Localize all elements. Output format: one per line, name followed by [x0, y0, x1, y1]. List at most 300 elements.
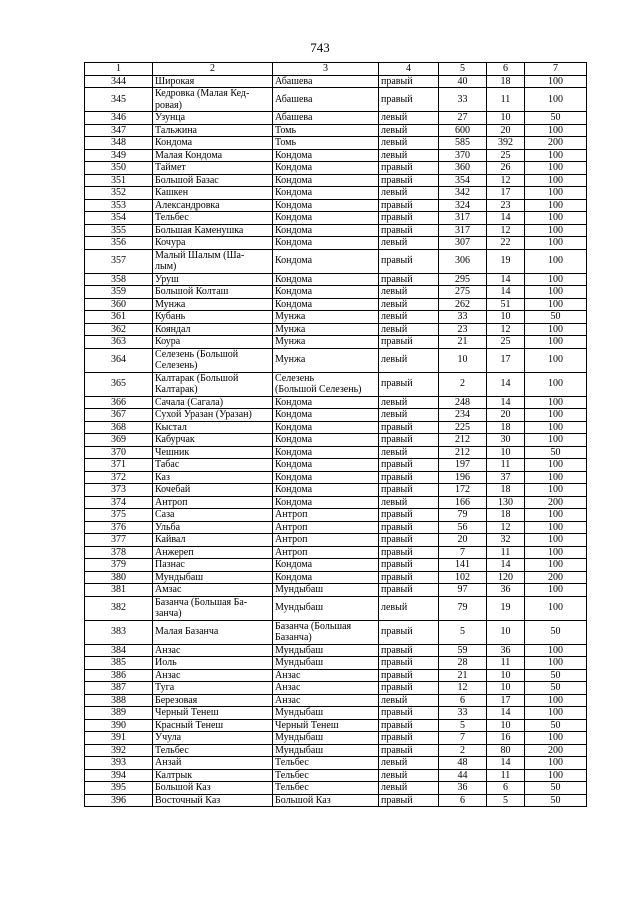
- cell-length: 10: [487, 719, 525, 732]
- cell-distance-from-mouth: 585: [439, 137, 487, 150]
- cell-bank-side: правый: [379, 571, 439, 584]
- cell-bank-side: правый: [379, 682, 439, 695]
- cell-flows-into: Базанча (Большая Базанча): [273, 620, 379, 644]
- cell-length: 19: [487, 596, 525, 620]
- cell-flows-into: Мунжа: [273, 336, 379, 349]
- cell-river-name: Широкая: [153, 75, 273, 88]
- cell-protection-zone: 100: [525, 732, 587, 745]
- cell-protection-zone: 50: [525, 620, 587, 644]
- cell-distance-from-mouth: 33: [439, 311, 487, 324]
- cell-flows-into: Мунжа: [273, 311, 379, 324]
- cell-bank-side: правый: [379, 644, 439, 657]
- cell-river-name: Большой Колташ: [153, 286, 273, 299]
- table-row: [85, 657, 587, 670]
- cell-row-number: 351: [85, 174, 153, 187]
- cell-length: 26: [487, 162, 525, 175]
- cell-length: 11: [487, 88, 525, 112]
- cell-row-number: 382: [85, 596, 153, 620]
- cell-flows-into: Абашева: [273, 75, 379, 88]
- cell-protection-zone: 100: [525, 409, 587, 422]
- cell-flows-into: Кондома: [273, 199, 379, 212]
- cell-distance-from-mouth: 370: [439, 149, 487, 162]
- cell-flows-into: Кондома: [273, 571, 379, 584]
- cell-river-name: Уруш: [153, 273, 273, 286]
- cell-distance-from-mouth: 212: [439, 434, 487, 447]
- cell-distance-from-mouth: 59: [439, 644, 487, 657]
- cell-row-number: 379: [85, 559, 153, 572]
- table-row: [85, 732, 587, 745]
- cell-bank-side: левый: [379, 596, 439, 620]
- cell-length: 20: [487, 124, 525, 137]
- cell-protection-zone: 100: [525, 596, 587, 620]
- cell-distance-from-mouth: 40: [439, 75, 487, 88]
- table-row: [85, 336, 587, 349]
- cell-river-name: Кубань: [153, 311, 273, 324]
- table-row: [85, 682, 587, 695]
- cell-length: 17: [487, 694, 525, 707]
- cell-row-number: 369: [85, 434, 153, 447]
- cell-length: 20: [487, 409, 525, 422]
- cell-distance-from-mouth: 295: [439, 273, 487, 286]
- cell-protection-zone: 100: [525, 484, 587, 497]
- cell-flows-into: Мундыбаш: [273, 707, 379, 720]
- cell-row-number: 357: [85, 249, 153, 273]
- cell-length: 14: [487, 707, 525, 720]
- cell-bank-side: правый: [379, 174, 439, 187]
- cell-bank-side: левый: [379, 782, 439, 795]
- cell-flows-into: Кондома: [273, 446, 379, 459]
- table-row: [85, 273, 587, 286]
- cell-length: 10: [487, 669, 525, 682]
- cell-river-name: Тальжина: [153, 124, 273, 137]
- header-col-6: 6: [487, 63, 525, 76]
- table-row: [85, 75, 587, 88]
- cell-length: 10: [487, 446, 525, 459]
- cell-distance-from-mouth: 79: [439, 509, 487, 522]
- rivers-table: [84, 62, 587, 807]
- cell-distance-from-mouth: 172: [439, 484, 487, 497]
- cell-bank-side: правый: [379, 471, 439, 484]
- cell-river-name: Кабурчак: [153, 434, 273, 447]
- cell-distance-from-mouth: 234: [439, 409, 487, 422]
- table-row: [85, 286, 587, 299]
- cell-distance-from-mouth: 197: [439, 459, 487, 472]
- cell-protection-zone: 50: [525, 311, 587, 324]
- cell-row-number: 378: [85, 546, 153, 559]
- table-row: [85, 534, 587, 547]
- cell-flows-into: Томь: [273, 137, 379, 150]
- cell-length: 17: [487, 187, 525, 200]
- cell-bank-side: правый: [379, 162, 439, 175]
- cell-distance-from-mouth: 79: [439, 596, 487, 620]
- cell-protection-zone: 100: [525, 434, 587, 447]
- cell-bank-side: левый: [379, 149, 439, 162]
- cell-length: 17: [487, 348, 525, 372]
- cell-row-number: 370: [85, 446, 153, 459]
- cell-flows-into: Антроп: [273, 546, 379, 559]
- cell-river-name: Чешник: [153, 446, 273, 459]
- cell-flows-into: Абашева: [273, 112, 379, 125]
- cell-row-number: 365: [85, 372, 153, 396]
- cell-flows-into: Черный Тенеш: [273, 719, 379, 732]
- cell-distance-from-mouth: 10: [439, 348, 487, 372]
- cell-flows-into: Мунжа: [273, 323, 379, 336]
- table-row: [85, 224, 587, 237]
- cell-row-number: 368: [85, 421, 153, 434]
- cell-bank-side: правый: [379, 273, 439, 286]
- cell-bank-side: правый: [379, 199, 439, 212]
- table-row: [85, 644, 587, 657]
- cell-row-number: 362: [85, 323, 153, 336]
- table-row: [85, 496, 587, 509]
- cell-bank-side: правый: [379, 794, 439, 807]
- cell-flows-into: Кондома: [273, 162, 379, 175]
- cell-flows-into: Кондома: [273, 459, 379, 472]
- cell-row-number: 383: [85, 620, 153, 644]
- cell-length: 36: [487, 644, 525, 657]
- table-row: [85, 620, 587, 644]
- cell-flows-into: Кондома: [273, 174, 379, 187]
- cell-length: 10: [487, 112, 525, 125]
- cell-distance-from-mouth: 360: [439, 162, 487, 175]
- cell-bank-side: правый: [379, 657, 439, 670]
- cell-bank-side: левый: [379, 124, 439, 137]
- table-row: [85, 546, 587, 559]
- cell-river-name: Кайвал: [153, 534, 273, 547]
- cell-river-name: Кашкен: [153, 187, 273, 200]
- cell-protection-zone: 100: [525, 124, 587, 137]
- cell-river-name: Коура: [153, 336, 273, 349]
- cell-river-name: Кояндал: [153, 323, 273, 336]
- table-row: [85, 794, 587, 807]
- table-row: [85, 323, 587, 336]
- cell-protection-zone: 100: [525, 769, 587, 782]
- table-row: [85, 694, 587, 707]
- cell-row-number: 376: [85, 521, 153, 534]
- cell-protection-zone: 100: [525, 174, 587, 187]
- cell-distance-from-mouth: 12: [439, 682, 487, 695]
- cell-bank-side: левый: [379, 348, 439, 372]
- table-row: [85, 584, 587, 597]
- cell-bank-side: левый: [379, 396, 439, 409]
- cell-protection-zone: 100: [525, 336, 587, 349]
- cell-row-number: 391: [85, 732, 153, 745]
- cell-protection-zone: 100: [525, 237, 587, 250]
- table-row: [85, 446, 587, 459]
- cell-flows-into: Кондома: [273, 286, 379, 299]
- cell-row-number: 377: [85, 534, 153, 547]
- cell-row-number: 388: [85, 694, 153, 707]
- cell-distance-from-mouth: 275: [439, 286, 487, 299]
- cell-flows-into: Кондома: [273, 237, 379, 250]
- cell-bank-side: правый: [379, 372, 439, 396]
- cell-bank-side: правый: [379, 509, 439, 522]
- cell-distance-from-mouth: 27: [439, 112, 487, 125]
- header-col-4: 4: [379, 63, 439, 76]
- cell-distance-from-mouth: 5: [439, 719, 487, 732]
- cell-distance-from-mouth: 7: [439, 732, 487, 745]
- cell-protection-zone: 100: [525, 149, 587, 162]
- cell-distance-from-mouth: 262: [439, 298, 487, 311]
- cell-distance-from-mouth: 6: [439, 794, 487, 807]
- cell-length: 130: [487, 496, 525, 509]
- cell-distance-from-mouth: 317: [439, 212, 487, 225]
- cell-protection-zone: 100: [525, 757, 587, 770]
- cell-protection-zone: 100: [525, 187, 587, 200]
- cell-river-name: Таймет: [153, 162, 273, 175]
- cell-length: 30: [487, 434, 525, 447]
- cell-bank-side: левый: [379, 311, 439, 324]
- cell-length: 10: [487, 682, 525, 695]
- table-row: [85, 471, 587, 484]
- cell-bank-side: левый: [379, 694, 439, 707]
- cell-distance-from-mouth: 7: [439, 546, 487, 559]
- cell-river-name: Пазнас: [153, 559, 273, 572]
- cell-river-name: Александровка: [153, 199, 273, 212]
- cell-distance-from-mouth: 600: [439, 124, 487, 137]
- cell-distance-from-mouth: 307: [439, 237, 487, 250]
- cell-distance-from-mouth: 44: [439, 769, 487, 782]
- cell-distance-from-mouth: 36: [439, 782, 487, 795]
- table-row: [85, 88, 587, 112]
- cell-distance-from-mouth: 141: [439, 559, 487, 572]
- cell-bank-side: правый: [379, 484, 439, 497]
- cell-length: 19: [487, 249, 525, 273]
- cell-length: 23: [487, 199, 525, 212]
- cell-protection-zone: 100: [525, 534, 587, 547]
- cell-bank-side: левый: [379, 323, 439, 336]
- cell-flows-into: Тельбес: [273, 757, 379, 770]
- cell-protection-zone: 100: [525, 298, 587, 311]
- cell-distance-from-mouth: 21: [439, 669, 487, 682]
- cell-river-name: Малая Кондома: [153, 149, 273, 162]
- cell-row-number: 354: [85, 212, 153, 225]
- cell-bank-side: левый: [379, 496, 439, 509]
- cell-length: 11: [487, 769, 525, 782]
- cell-river-name: Селезень (Большой Селезень): [153, 348, 273, 372]
- cell-bank-side: левый: [379, 769, 439, 782]
- table-row: [85, 434, 587, 447]
- cell-length: 12: [487, 224, 525, 237]
- cell-row-number: 384: [85, 644, 153, 657]
- cell-protection-zone: 100: [525, 286, 587, 299]
- cell-bank-side: правый: [379, 434, 439, 447]
- cell-river-name: Тельбес: [153, 744, 273, 757]
- cell-bank-side: левый: [379, 237, 439, 250]
- cell-river-name: Кедровка (Малая Кед- ровая): [153, 88, 273, 112]
- cell-flows-into: Кондома: [273, 187, 379, 200]
- cell-river-name: Красный Тенеш: [153, 719, 273, 732]
- cell-row-number: 385: [85, 657, 153, 670]
- cell-length: 11: [487, 546, 525, 559]
- cell-row-number: 347: [85, 124, 153, 137]
- cell-bank-side: правый: [379, 707, 439, 720]
- cell-river-name: Узунца: [153, 112, 273, 125]
- table-row: [85, 669, 587, 682]
- cell-flows-into: Томь: [273, 124, 379, 137]
- cell-distance-from-mouth: 342: [439, 187, 487, 200]
- cell-distance-from-mouth: 28: [439, 657, 487, 670]
- table-row: [85, 187, 587, 200]
- cell-protection-zone: 200: [525, 496, 587, 509]
- table-row: [85, 137, 587, 150]
- cell-flows-into: Кондома: [273, 273, 379, 286]
- cell-protection-zone: 100: [525, 694, 587, 707]
- cell-river-name: Анзай: [153, 757, 273, 770]
- cell-length: 392: [487, 137, 525, 150]
- cell-bank-side: левый: [379, 286, 439, 299]
- cell-river-name: Тельбес: [153, 212, 273, 225]
- cell-bank-side: правый: [379, 336, 439, 349]
- cell-bank-side: правый: [379, 249, 439, 273]
- table-row: [85, 298, 587, 311]
- cell-distance-from-mouth: 212: [439, 446, 487, 459]
- cell-protection-zone: 100: [525, 372, 587, 396]
- cell-length: 25: [487, 336, 525, 349]
- cell-row-number: 356: [85, 237, 153, 250]
- cell-distance-from-mouth: 21: [439, 336, 487, 349]
- cell-protection-zone: 50: [525, 112, 587, 125]
- cell-river-name: Кочура: [153, 237, 273, 250]
- cell-flows-into: Кондома: [273, 409, 379, 422]
- cell-distance-from-mouth: 248: [439, 396, 487, 409]
- cell-bank-side: правый: [379, 669, 439, 682]
- table-row: [85, 484, 587, 497]
- cell-row-number: 371: [85, 459, 153, 472]
- cell-river-name: Учула: [153, 732, 273, 745]
- table-row: [85, 199, 587, 212]
- table-row: [85, 707, 587, 720]
- cell-protection-zone: 100: [525, 521, 587, 534]
- cell-protection-zone: 100: [525, 421, 587, 434]
- cell-flows-into: Абашева: [273, 88, 379, 112]
- cell-row-number: 344: [85, 75, 153, 88]
- cell-distance-from-mouth: 33: [439, 707, 487, 720]
- cell-flows-into: Кондома: [273, 471, 379, 484]
- cell-river-name: Сухой Уразан (Уразан): [153, 409, 273, 422]
- cell-row-number: 396: [85, 794, 153, 807]
- cell-flows-into: Кондома: [273, 298, 379, 311]
- cell-bank-side: правый: [379, 459, 439, 472]
- table-row: [85, 311, 587, 324]
- cell-bank-side: левый: [379, 187, 439, 200]
- cell-bank-side: левый: [379, 112, 439, 125]
- cell-river-name: Кондома: [153, 137, 273, 150]
- cell-flows-into: Кондома: [273, 249, 379, 273]
- cell-protection-zone: 100: [525, 644, 587, 657]
- cell-length: 14: [487, 286, 525, 299]
- cell-river-name: Березовая: [153, 694, 273, 707]
- cell-distance-from-mouth: 33: [439, 88, 487, 112]
- cell-row-number: 363: [85, 336, 153, 349]
- cell-flows-into: Кондома: [273, 212, 379, 225]
- cell-row-number: 346: [85, 112, 153, 125]
- cell-protection-zone: 200: [525, 571, 587, 584]
- header-col-7: 7: [525, 63, 587, 76]
- cell-flows-into: Большой Каз: [273, 794, 379, 807]
- cell-bank-side: правый: [379, 744, 439, 757]
- cell-river-name: Анжереп: [153, 546, 273, 559]
- cell-flows-into: Тельбес: [273, 782, 379, 795]
- table-row: [85, 421, 587, 434]
- cell-protection-zone: 200: [525, 744, 587, 757]
- cell-distance-from-mouth: 324: [439, 199, 487, 212]
- cell-flows-into: Селезень (Большой Селезень): [273, 372, 379, 396]
- cell-length: 6: [487, 782, 525, 795]
- cell-river-name: Табас: [153, 459, 273, 472]
- cell-river-name: Иоль: [153, 657, 273, 670]
- table-row: [85, 769, 587, 782]
- table-row: [85, 149, 587, 162]
- cell-length: 80: [487, 744, 525, 757]
- table-row: [85, 459, 587, 472]
- cell-row-number: 393: [85, 757, 153, 770]
- cell-row-number: 360: [85, 298, 153, 311]
- table-row: [85, 162, 587, 175]
- cell-river-name: Черный Тенеш: [153, 707, 273, 720]
- cell-bank-side: правый: [379, 212, 439, 225]
- cell-bank-side: левый: [379, 446, 439, 459]
- cell-flows-into: Кондома: [273, 559, 379, 572]
- cell-length: 37: [487, 471, 525, 484]
- cell-row-number: 374: [85, 496, 153, 509]
- cell-flows-into: Анзас: [273, 682, 379, 695]
- cell-length: 14: [487, 273, 525, 286]
- cell-river-name: Кочебай: [153, 484, 273, 497]
- cell-protection-zone: 100: [525, 459, 587, 472]
- table-row: [85, 348, 587, 372]
- cell-protection-zone: 200: [525, 137, 587, 150]
- cell-distance-from-mouth: 5: [439, 620, 487, 644]
- header-row: [85, 63, 587, 76]
- cell-row-number: 364: [85, 348, 153, 372]
- cell-flows-into: Мунжа: [273, 348, 379, 372]
- table-row: [85, 596, 587, 620]
- cell-flows-into: Тельбес: [273, 769, 379, 782]
- table-row: [85, 396, 587, 409]
- cell-row-number: 380: [85, 571, 153, 584]
- cell-flows-into: Анзас: [273, 694, 379, 707]
- cell-river-name: Антроп: [153, 496, 273, 509]
- cell-river-name: Калтрык: [153, 769, 273, 782]
- cell-row-number: 358: [85, 273, 153, 286]
- cell-protection-zone: 100: [525, 546, 587, 559]
- cell-length: 51: [487, 298, 525, 311]
- table-row: [85, 237, 587, 250]
- cell-flows-into: Антроп: [273, 534, 379, 547]
- cell-bank-side: правый: [379, 534, 439, 547]
- cell-bank-side: правый: [379, 732, 439, 745]
- cell-row-number: 372: [85, 471, 153, 484]
- cell-flows-into: Кондома: [273, 496, 379, 509]
- cell-bank-side: правый: [379, 559, 439, 572]
- cell-distance-from-mouth: 2: [439, 372, 487, 396]
- cell-bank-side: левый: [379, 298, 439, 311]
- cell-protection-zone: 100: [525, 273, 587, 286]
- cell-row-number: 387: [85, 682, 153, 695]
- page-number: 743: [310, 40, 330, 55]
- cell-length: 10: [487, 311, 525, 324]
- cell-river-name: Сачала (Сагала): [153, 396, 273, 409]
- cell-distance-from-mouth: 23: [439, 323, 487, 336]
- cell-protection-zone: 100: [525, 559, 587, 572]
- cell-length: 14: [487, 559, 525, 572]
- cell-river-name: Мунжа: [153, 298, 273, 311]
- cell-row-number: 349: [85, 149, 153, 162]
- cell-length: 120: [487, 571, 525, 584]
- cell-protection-zone: 100: [525, 471, 587, 484]
- cell-length: 11: [487, 657, 525, 670]
